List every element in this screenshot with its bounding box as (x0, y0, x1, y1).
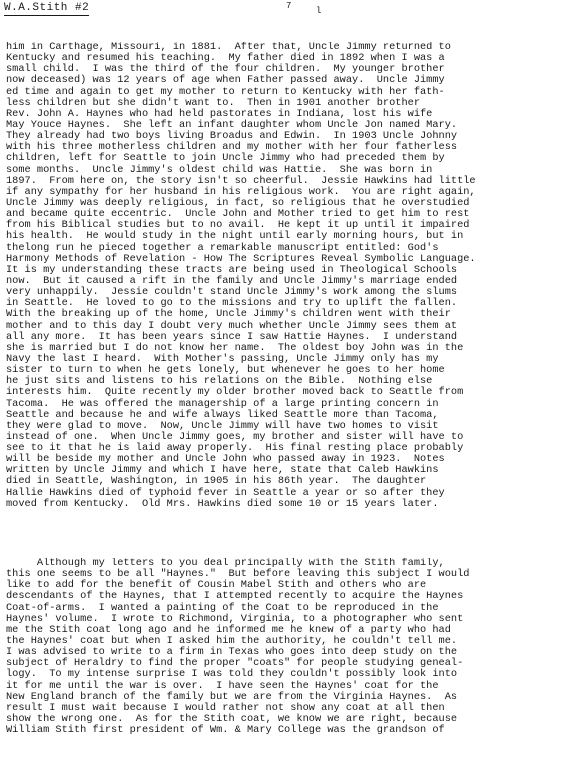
text-line: Uncle Jimmy was deeply religious, in fact, so religious that he overstudied (6, 196, 470, 209)
text-line: result I must wait because I would rather not show any coat at all then (6, 701, 445, 714)
text-line: May Youce Haynes. She left an infant daughter whom Uncle Jon named Mary. (6, 118, 458, 131)
text-line: some months. Uncle Jimmy's oldest child was Hattie. She was born in (6, 163, 433, 176)
paragraph-haynes-family (6, 42, 562, 510)
text-line: will be beside my mother and Uncle John who passed away in 1923. Notes (6, 453, 445, 466)
text-line: it for me until the war is over. I have seen the Haynes' coat for the (6, 679, 439, 692)
text-line: thelong run he pieced together a remarkable manuscript entitled: God's (6, 241, 439, 254)
text-line: me the Stith coat long ago and he informed me he knew of a party who had (6, 623, 451, 636)
text-line: less children but she didn't want to. Then in 1901 another brother (6, 96, 421, 109)
text-line: 1897. From here on, the story isn't so cheerful. Jessie Hawkins had little (6, 174, 476, 187)
text-line: Hallie Hawkins died of typhoid fever in Seattle a year or so after they (6, 486, 445, 499)
text-line: descendants of the Haynes, that I attempted recently to acquire the Haynes (6, 590, 464, 603)
text-line: written by Uncle Jimmy and which I have here, state that Caleb Hawkins (6, 464, 439, 477)
text-line: Tacoma. He was offered the managership of a large printing concern in (6, 397, 439, 410)
text-line: see to it that he is laid away properly. His final resting place probably (6, 442, 464, 455)
text-line: Kentucky and resumed his teaching. My father died in 1892 when I was a (6, 52, 445, 65)
text-line: in Seattle. He loved to go to the missions and try to uplift the fallen. (6, 297, 458, 310)
text-line: they were glad to move. Now, Uncle Jimmy will have two homes to visit (6, 419, 439, 432)
text-line: she is married but I do not know her name. The oldest boy John was in the (6, 341, 464, 354)
text-line: Harmony Methods of Revelation - How The Scriptures Reveal Symbolic Language. (6, 252, 476, 265)
corner-mark: l (316, 6, 322, 16)
text-line: Coat-of-arms. I wanted a painting of the Coat to be reproduced in the (6, 601, 439, 614)
text-line: now. But it caused a rift in the family and Uncle Jimmy's marriage ended (6, 274, 458, 287)
text-line: now deceased) was 12 years of age when Father passed away. Uncle Jimmy (6, 74, 445, 87)
paragraph-coat-of-arms (6, 558, 562, 736)
text-line: subject of Heraldry to find the proper "coats" for people studying geneal- (6, 657, 464, 670)
text-line: small child. I was the third of the four children. My younger brother (6, 63, 445, 76)
text-line: from his Biblical studies but to no avail. He kept it up until it impaired (6, 219, 470, 232)
text-line: with his three motherless children and my mother with her four fatherless (6, 141, 458, 154)
text-line: sister to turn to when he gets lonely, but whenever he goes to her home (6, 364, 445, 377)
text-line: Although my letters to you deal principally with the Stith family, (6, 558, 445, 569)
text-line: I was advised to write to a firm in Texas who goes into deep study on the (6, 646, 458, 659)
document-header-tag: W.A.Stith #2 (4, 2, 90, 14)
text-line: this one seems to be all "Haynes." But before leaving this subject I would (6, 568, 470, 581)
text-line: very unhappily. Jessie couldn't stand Uncle Jimmy's work among the slums (6, 286, 458, 299)
text-line: mother and to this day I doubt very much whether Uncle Jimmy sees them at (6, 319, 458, 332)
text-line: show the wrong one. As for the Stith coat, we know we are right, because (6, 712, 458, 725)
text-line: New England branch of the family but we are from the Virginia Haynes. As (6, 690, 458, 703)
text-line: all any more. It has been years since I saw Hattie Haynes. I understand (6, 330, 458, 343)
text-line: Seattle and because he and wife always liked Seattle more than Tacoma, (6, 408, 439, 421)
text-line: his health. He would study in the night until early morning hours, but in (6, 230, 464, 243)
text-line: moved from Kentucky. Old Mrs. Hawkins died some 10 or 15 years later. (6, 497, 439, 510)
text-line: him in Carthage, Missouri, in 1881. After that, Uncle Jimmy returned to (6, 42, 451, 53)
text-line: he just sits and listens to his relations on the Bible. Nothing else (6, 375, 433, 388)
text-line: like to add for the benefit of Cousin Mabel Stith and others who are (6, 579, 427, 592)
text-line: and became quite eccentric. Uncle John and Mother tried to get him to rest (6, 208, 470, 221)
text-line: interests him. Quite recently my older brother moved back to Seattle from (6, 386, 464, 399)
text-line: With the breaking up of the home, Uncle Jimmy's children went with their (6, 308, 451, 321)
text-line: It is my understanding these tracts are being used in Theological Schools (6, 263, 458, 276)
text-line: William Stith first president of Wm. & Mary College was the grandson of (6, 724, 445, 737)
text-line: instead of one. When Uncle Jimmy goes, my brother and sister will have to (6, 430, 464, 443)
text-line: children, left for Seattle to join Uncle Jimmy who had preceded them by (6, 152, 445, 165)
text-line: They already had two boys living Broadus and Edwin. In 1903 Uncle Johnny (6, 130, 458, 143)
text-line: Navy the last I heard. With Mother's passing, Uncle Jimmy only has my (6, 352, 439, 365)
page-number: 7 (286, 1, 292, 11)
text-line: died in Seattle, Washington, in 1905 in his 86th year. The daughter (6, 475, 427, 488)
text-line: the Haynes' coat but when I asked him the authority, he couldn't tell me. (6, 634, 458, 647)
text-line: Rev. John A. Haynes who had held pastorates in Indiana, lost his wife (6, 107, 433, 120)
text-line: logy. To my intense surprise I was told they couldn't possibly look into (6, 668, 458, 681)
text-line: Haynes' volume. I wrote to Richmond, Virginia, to a photographer who sent (6, 612, 464, 625)
text-line: ed time and again to get my mother to return to Kentucky with her fath- (6, 85, 445, 98)
text-line: if any sympathy for her husband in his religious work. You are right again, (6, 185, 476, 198)
